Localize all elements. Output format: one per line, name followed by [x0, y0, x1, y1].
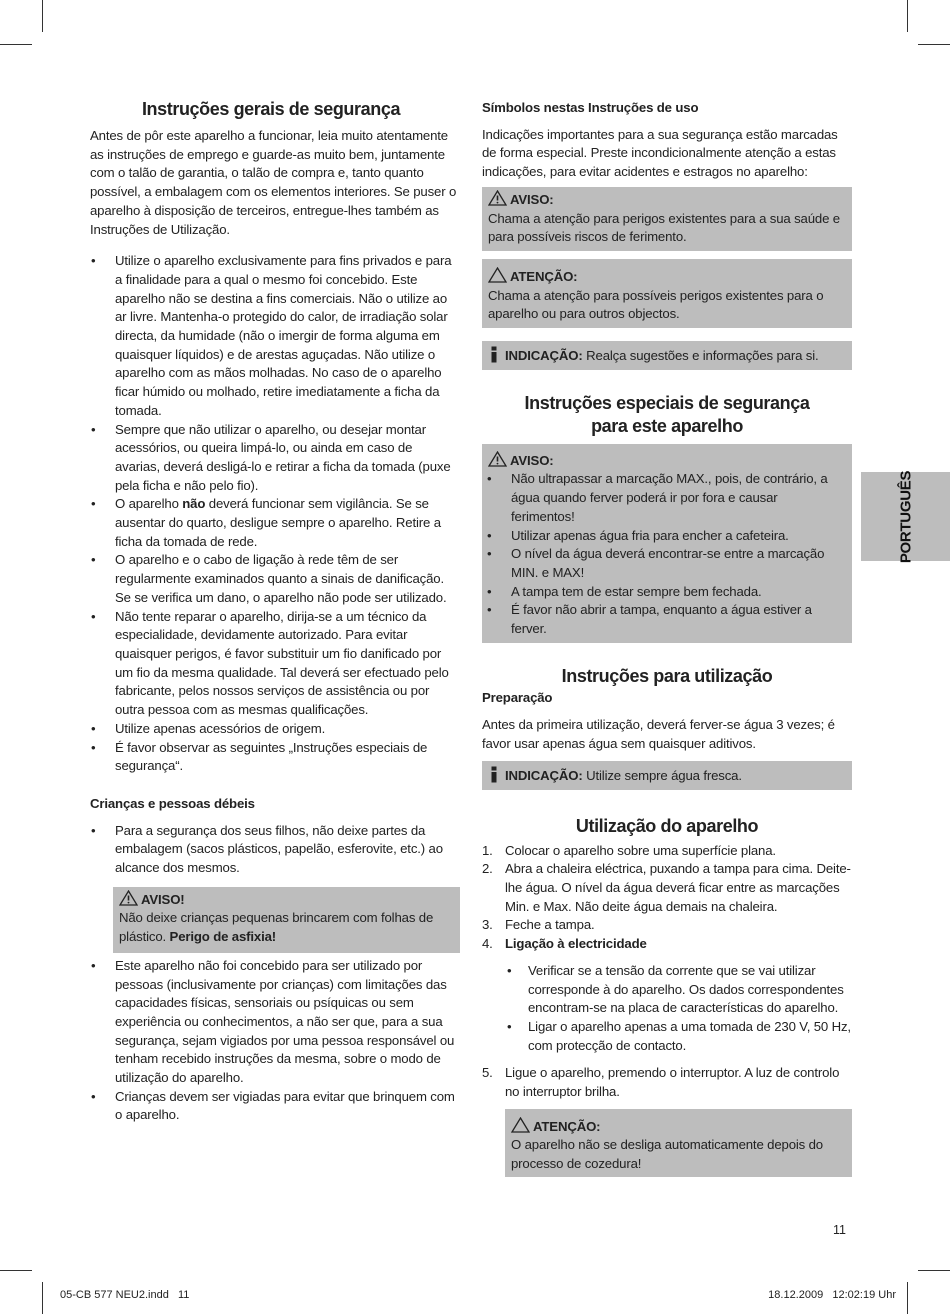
list-item: 1. Colocar o aparelho sobre uma superfície plana.: [482, 842, 776, 858]
footer-timestamp: 18.12.2009 12:02:19 Uhr: [768, 1289, 896, 1301]
info-icon: [488, 766, 500, 783]
note-title: INDICAÇÃO:: [505, 767, 583, 783]
crop-mark: [907, 1282, 908, 1314]
aviso-title-row: [488, 190, 846, 210]
aviso-box: [482, 187, 852, 251]
preparation-heading: Preparação: [482, 689, 553, 705]
list-item: • Este aparelho não foi concebido para ser utilizado por pessoas (inclusivamente por crianças) com limitações das capacidades físicas, sensoriais ou psíquicas ou sem experiência ou conhecimentos, a não ser que, para a sua segurança, sejam vigiados por uma pessoa responsável ou tenham recebido instruções da mesma, sobre o modo de utilização do aparelho.: [90, 957, 460, 1088]
atencao-text: Chama a atenção para possíveis perigos existentes para o aparelho ou para outros objectos.: [488, 287, 824, 322]
special-warning-box: [482, 444, 852, 643]
special-warning-list: [486, 470, 846, 638]
list-item: • Crianças devem ser vigiadas para evitar que brinquem com o aparelho.: [90, 1088, 460, 1125]
list-item: 2. Abra a chaleira eléctrica, puxando a tampa para cima. Deite-lhe água. O nível da água deverá ficar entre as marcações Min. e Max. Não deite água demais na chaleira.: [482, 861, 851, 914]
safety-bullet-list: [90, 252, 460, 776]
crop-mark: [918, 44, 950, 45]
special-title-line-2: para este aparelho: [591, 415, 743, 436]
aviso-title: AVISO:: [510, 191, 554, 207]
final-caution-title-row: [511, 1117, 846, 1137]
crop-mark: [0, 44, 32, 45]
list-item: • Utilize o aparelho exclusivamente para fins privados e para a finalidade para a qual o mesmo foi concebido. Este aparelho não se destina a fins comerciais. Não o utilize ao ar livre. Mantenha-o protegido do calor, de irradiação solar directa, da humidade (não o imergir de forma alguma em quaisquer líquidos) e de arestas aguçadas. Não utilize o aparelho com as mãos molhadas. No caso de o aparelho ficar húmido ou molhado, retire imediatamente a ficha da tomada.: [90, 252, 460, 420]
final-caution-text: O aparelho não se desliga automaticamente depois do processo de cozedura!: [511, 1137, 823, 1172]
crop-mark: [918, 1270, 950, 1271]
section-title-usage: Instruções para utilização: [561, 665, 773, 686]
children-bullet-list-2: [90, 957, 460, 1125]
info-icon: [488, 346, 500, 363]
list-item: • Não ultrapassar a marcação MAX., pois, de contrário, a água quando ferver poderá ir por fora e causar ferimentos!: [486, 470, 832, 526]
steps-list: [482, 842, 852, 1102]
list-item: • Verificar se a tensão da corrente que se vai utilizar corresponde à do aparelho. Os dados correspondentes encontram-se na placa de características do aparelho.: [505, 962, 852, 1018]
special-warning-title: AVISO:: [510, 452, 554, 468]
section-title-device-use: Utilização do aparelho: [575, 815, 759, 836]
list-item: 4. Ligação à electricidade • Verificar se a tensão da corrente que se vai utilizar corresponde à do aparelho. Os dados correspondentes encontram-se na placa de características do aparelho. • Ligar o aparelho apenas a uma tomada de 230 V, 50 Hz, com protecção de contacto.: [482, 935, 852, 1055]
list-item: • É favor não abrir a tampa, enquanto a água estiver a ferver.: [486, 601, 832, 638]
warning-title-row: [119, 890, 454, 910]
caution-triangle-icon: [488, 267, 507, 283]
intro-paragraph: Antes de pôr este aparelho a funcionar, leia muito atentamente as instruções de emprego e guarde-as muito bem, juntamente com o talão de garantia, o talão de compra e, tanto quanto possível, a embalagem com os elementos interiores. Se puser o aparelho à disposição de terceiros, entregue-lhes também as Instruções de Utilização.: [90, 128, 457, 237]
indicacao-box: [482, 341, 852, 370]
final-caution-title: ATENÇÃO:: [533, 1118, 601, 1134]
crop-mark: [42, 0, 43, 32]
list-item: 5. Ligue o aparelho, premendo o interruptor. A luz de controlo no interruptor brilha.: [482, 1065, 840, 1100]
crop-mark: [0, 1270, 32, 1271]
footer-file-info: 05-CB 577 NEU2.indd 11: [60, 1289, 190, 1301]
right-column: [482, 99, 852, 1177]
list-item: • O aparelho e o cabo de ligação à rede têm de ser regularmente examinados quanto a sinais de danificação. Se se verifica um dano, o aparelho não pode ser utilizado.: [90, 551, 460, 607]
note-text: Utilize sempre água fresca.: [582, 767, 742, 783]
warning-triangle-icon: [119, 890, 138, 906]
page-number: 11: [833, 1223, 846, 1237]
list-item: • O aparelho não deverá funcionar sem vigilância. Se se ausentar do quarto, desligue sempre o aparelho. Retire a ficha da tomada de rede.: [90, 495, 460, 551]
section-title-general-safety: Instruções gerais de segurança: [141, 99, 401, 119]
children-heading: Crianças e pessoas débeis: [90, 795, 255, 811]
indicacao-title: INDICAÇÃO:: [505, 348, 583, 364]
warning-title: AVISO!: [141, 891, 185, 907]
special-title-line-1: Instruções especiais de segurança: [524, 392, 810, 413]
atencao-box: [482, 259, 852, 328]
indicacao-text: Realça sugestões e informações para si.: [582, 348, 819, 364]
list-item: • Utilize apenas acessórios de origem.: [90, 720, 460, 739]
symbols-heading: Símbolos nestas Instruções de uso: [482, 100, 699, 115]
special-warning-title-row: [486, 451, 846, 471]
crop-mark: [907, 0, 908, 32]
list-item: • Para a segurança dos seus filhos, não deixe partes da embalagem (sacos plásticos, papelão, esferovite, etc.) ao alcance dos mesmos.: [90, 822, 460, 878]
crop-mark: [42, 1282, 43, 1314]
warning-triangle-icon: [488, 451, 507, 467]
list-item: • A tampa tem de estar sempre bem fechada.: [486, 583, 832, 602]
final-caution-box: [505, 1109, 852, 1177]
aviso-text: Chama a atenção para perigos existentes para a sua saúde e para possíveis riscos de ferimento.: [488, 210, 840, 245]
atencao-title: ATENÇÃO:: [510, 268, 578, 284]
list-item: • Ligar o aparelho apenas a uma tomada de 230 V, 50 Hz, com protecção de contacto.: [505, 1018, 852, 1055]
preparation-text: Antes da primeira utilização, deverá ferver-se água 3 vezes; é favor usar apenas água sem quaisquer aditivos.: [482, 717, 835, 752]
left-column: [90, 98, 460, 1125]
warning-triangle-icon: [488, 190, 507, 206]
atencao-title-row: [488, 267, 846, 287]
electricity-sub-list: [505, 962, 852, 1056]
section-title-special-safety: [482, 392, 852, 438]
language-tab: [861, 472, 950, 561]
warning-box-suffocation: [113, 887, 460, 953]
list-item: • É favor observar as seguintes „Instruções especiais de segurança“.: [90, 739, 460, 776]
children-bullet-list: [90, 822, 460, 878]
list-item: 3. Feche a tampa.: [482, 917, 595, 933]
note-box: [482, 761, 852, 790]
caution-triangle-icon: [511, 1117, 530, 1133]
language-tab-label: PORTUGUÊS: [897, 470, 914, 563]
list-item: • Utilizar apenas água fria para encher a cafeteira.: [486, 527, 832, 546]
list-item: • O nível da água deverá encontrar-se entre a marcação MIN. e MAX!: [486, 545, 832, 582]
list-item: • Não tente reparar o aparelho, dirija-se a um técnico da especialidade, devidamente autorizado. Para evitar quaisquer perigos, é favor substituir um fio danificado por um fio da mesma qualidade. Tal deverá ser efectuado pelo fabricante, pelos nossos serviços de assistência ou por outra pessoa com as mesmas qualificações.: [90, 608, 460, 720]
list-item: • Sempre que não utilizar o aparelho, ou desejar montar acessórios, ou queira limpá-lo, ou ainda em caso de avarias, deverá desligá-lo e retirar a ficha da tomada (puxe pela ficha e não pelo fio).: [90, 421, 460, 496]
symbols-intro: Indicações importantes para a sua segurança estão marcadas de forma especial. Preste incondicionalmente atenção a estas indicações, para evitar acidentes e estragos no aparelho:: [482, 126, 838, 180]
warning-text: Não deixe crianças pequenas brincarem com folhas de plástico. Perigo de asfixia!: [119, 910, 434, 945]
